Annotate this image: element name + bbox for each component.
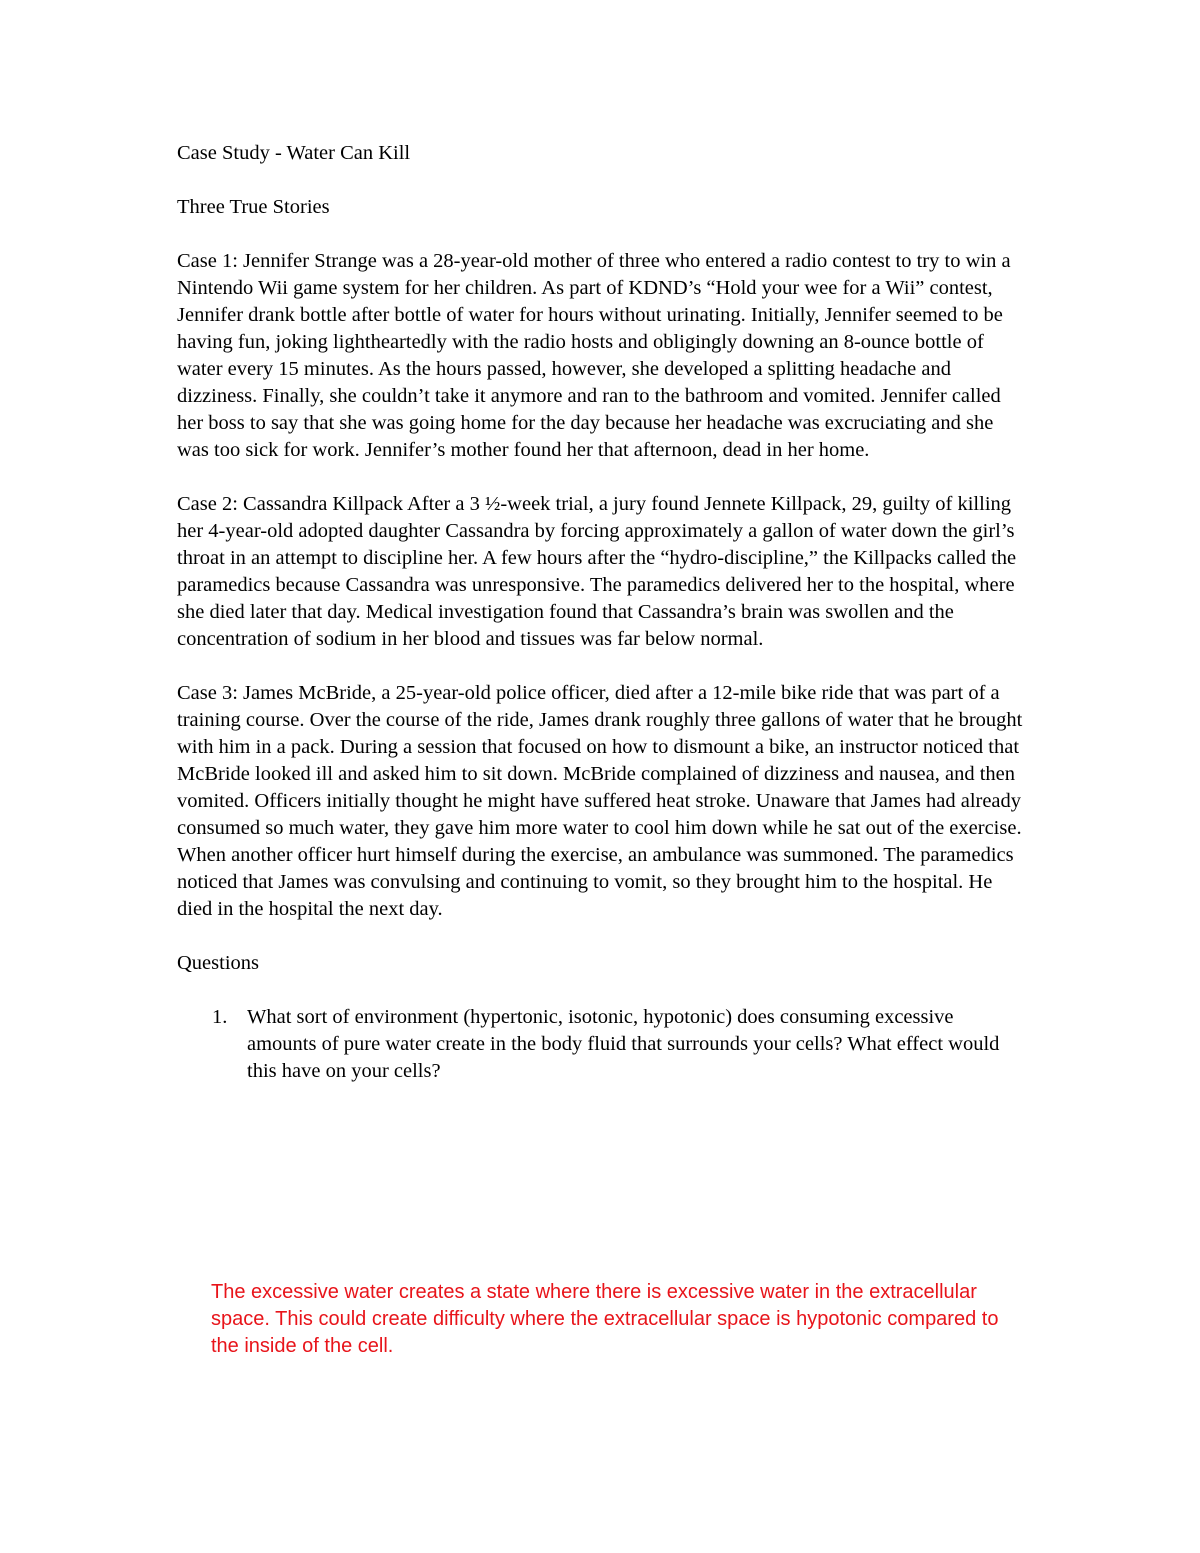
case-3-paragraph: Case 3: James McBride, a 25-year-old police officer, died after a 12-mile bike ride that was part of a training course. Over the course of the ride, James drank roughly three gallons of water that he brought with him in a pack. During a session that focused on how to dismount a bike, an instructor noticed that McBride looked ill and asked him to sit down. McBride complained of dizziness and nausea, and then vomited. Officers initially thought he might have suffered heat stroke. Unaware that James had already consumed so much water, they gave him more water to cool him down while he sat out of the exercise. When another officer hurt himself during the exercise, an ambulance was summoned. The paramedics noticed that James was convulsing and continuing to vomit, so they brought him to the hospital. He died in the hospital the next day. [177,682,1023,920]
case-1-paragraph: Case 1: Jennifer Strange was a 28-year-old mother of three who entered a radio contest to try to win a Nintendo Wii game system for her children. As part of KDND’s “Hold your wee for a Wii” contest, Jennifer drank bottle after bottle of water for hours without urinating. Initially, Jennifer seemed to be having fun, joking lightheartedly with the radio hosts and obligingly downing an 8-ounce bottle of water every 15 minutes. As the hours passed, however, she developed a splitting headache and dizziness. Finally, she couldn’t take it anymore and ran to the bathroom and vomited. Jennifer called her boss to say that she was going home for the day because her headache was excruciating and she was too sick for work. Jennifer’s mother found her that afternoon, dead in her home. [177,250,1011,461]
document-subtitle: Three True Stories [177,196,330,218]
questions-list [177,1004,1027,1085]
question-item [177,1004,1027,1085]
document-body [177,140,1027,1085]
document-title: Case Study - Water Can Kill [177,142,411,164]
case-2-paragraph: Case 2: Cassandra Killpack After a 3 ½-week trial, a jury found Jennete Killpack, 29, guilty of killing her 4-year-old adopted daughter Cassandra by forcing approximately a gallon of water down the girl’s throat in an attempt to discipline her. A few hours after the “hydro-discipline,” the Killpacks called the paramedics because Cassandra was unresponsive. The paramedics delivered her to the hospital, where she died later that day. Medical investigation found that Cassandra’s brain was swollen and the concentration of sodium in her blood and tissues was far below normal. [177,493,1017,650]
question-text: What sort of environment (hypertonic, isotonic, hypotonic) does consuming excessive amounts of pure water create in the body fluid that surrounds your cells? What effect would this have on your cells? [247,1006,1000,1082]
questions-heading: Questions [177,952,259,974]
answer-text: The excessive water creates a state where there is excessive water in the extracellular space. This could create difficulty where the extracellular space is hypotonic compared to the inside of the cell. [211,1281,999,1357]
question-number: 1. [212,1006,228,1028]
